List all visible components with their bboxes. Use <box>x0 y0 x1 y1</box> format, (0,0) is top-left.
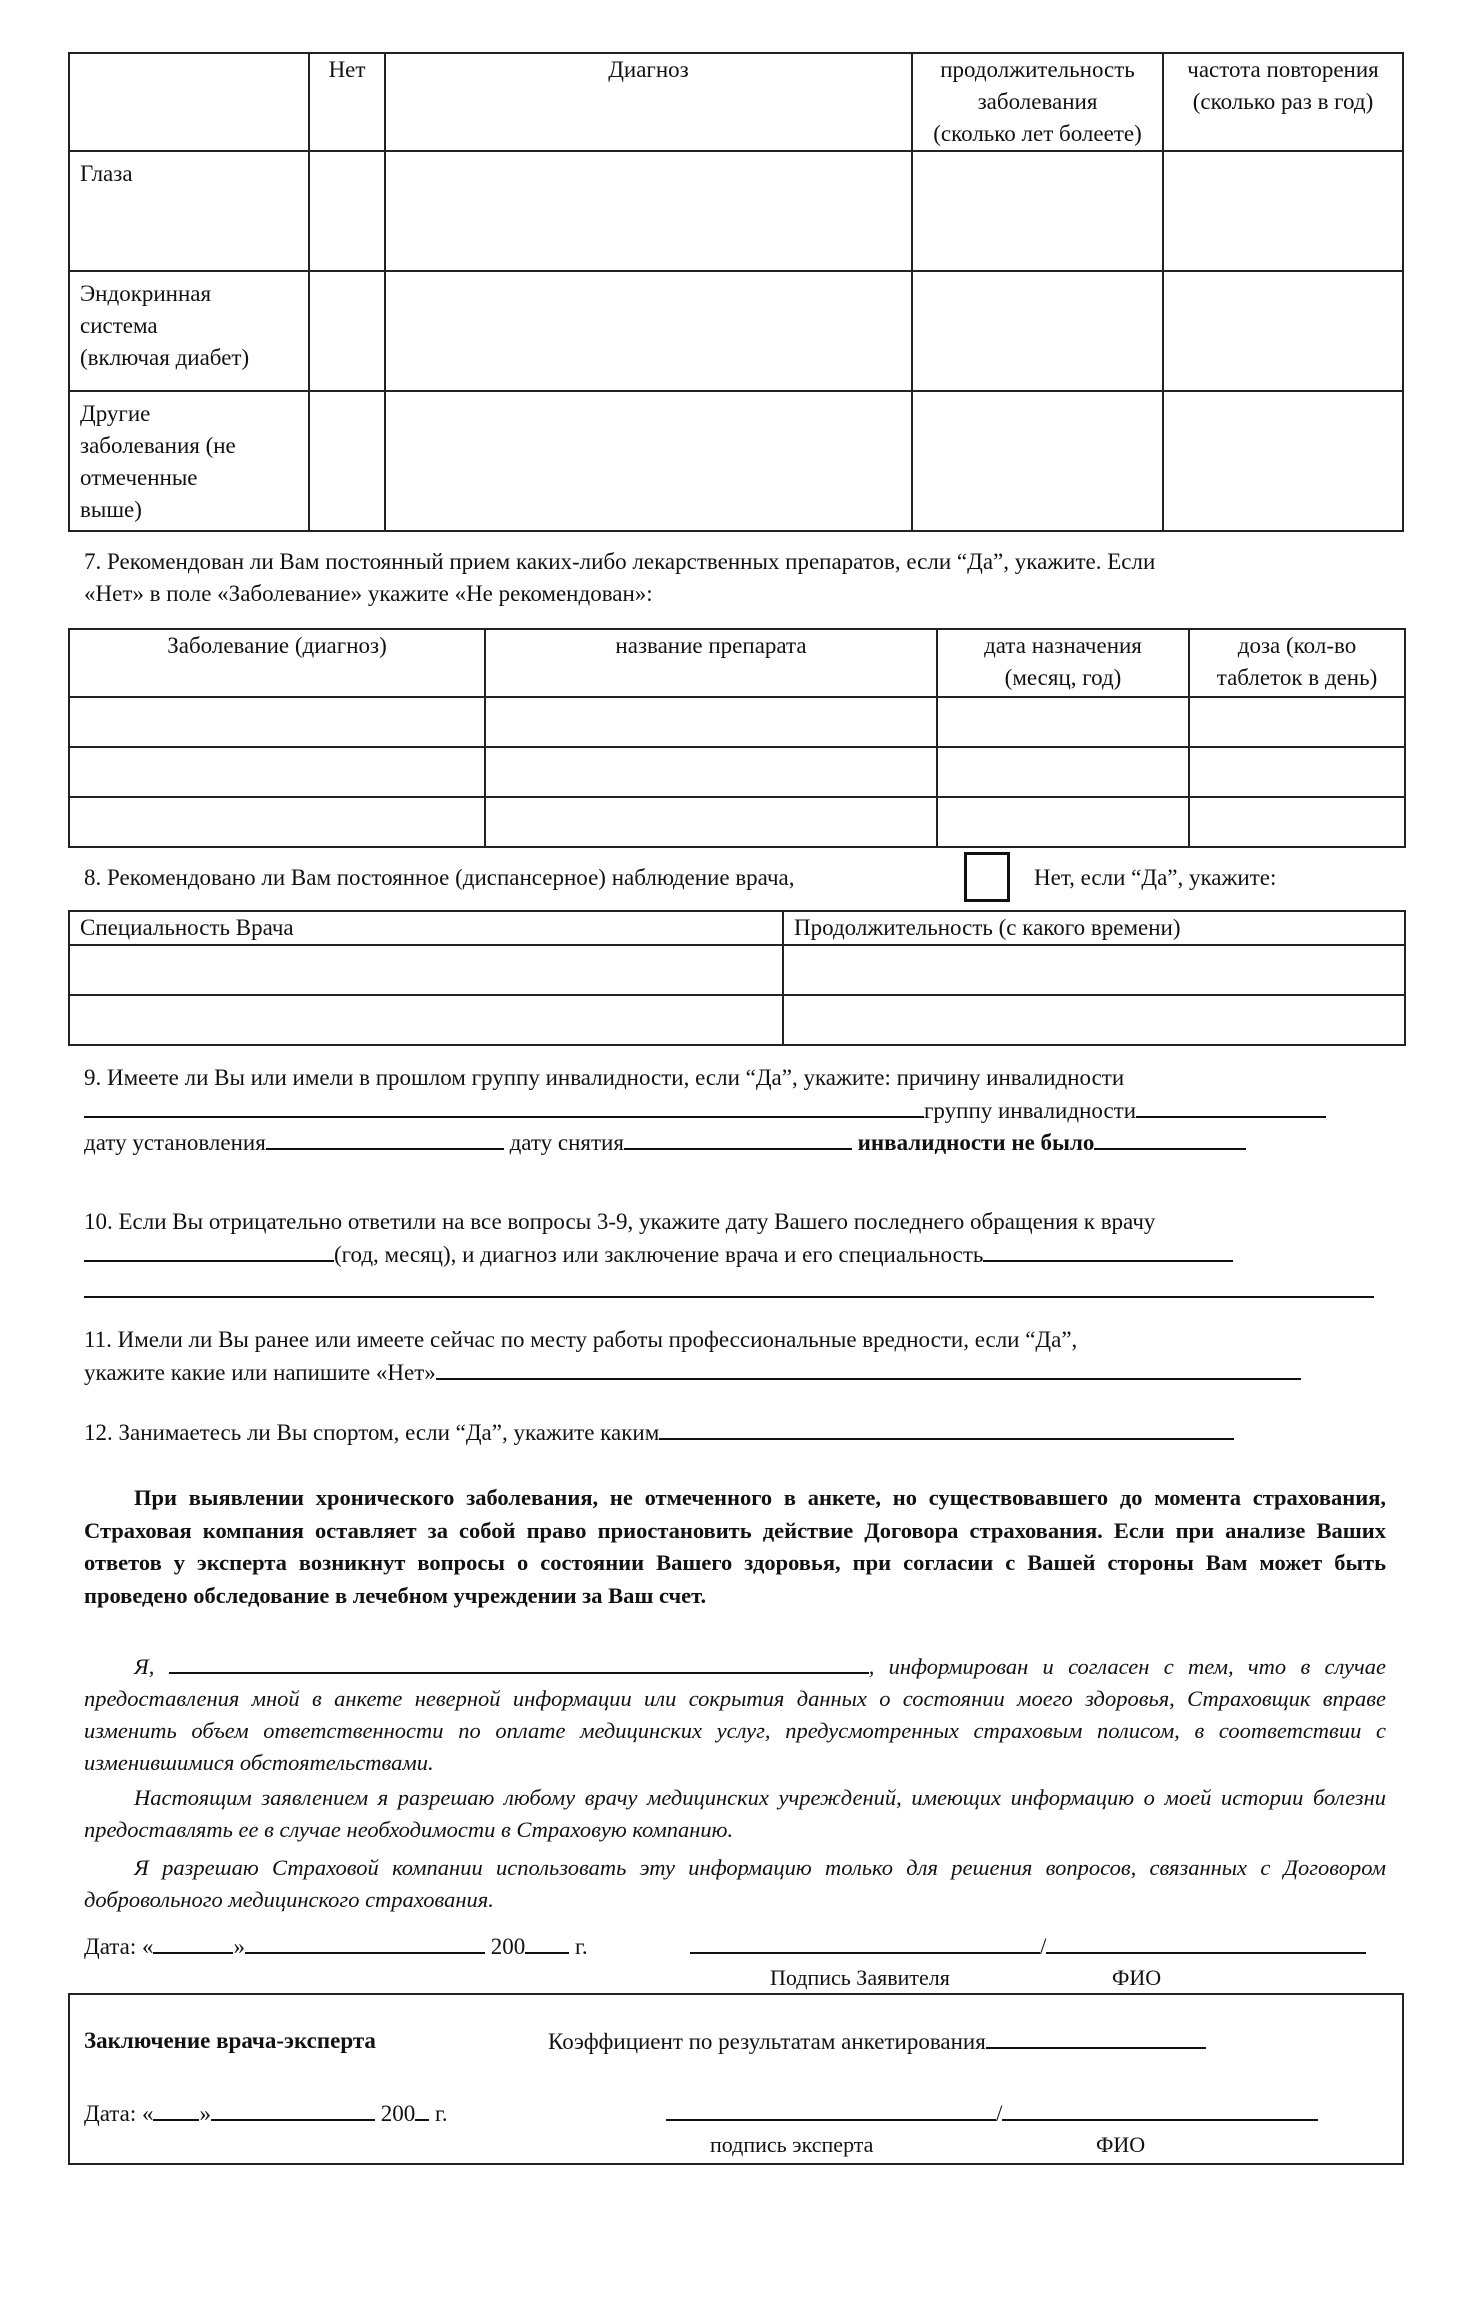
drug-name-cell[interactable] <box>485 747 937 797</box>
expert-signature-caption: подпись эксперта <box>710 2132 874 2157</box>
header-prescribed-date <box>937 629 1189 697</box>
duration-cell[interactable] <box>912 391 1163 531</box>
header-line: доза (кол-во <box>1237 633 1357 658</box>
table-row <box>69 697 1405 747</box>
q10-text-line2: (год, месяц), и диагноз или заключение врача и его специальность <box>334 1242 984 1267</box>
chronic-disease-notice: При выявлении хронического заболевания, не отмеченного в анкете, но существовавшего до момента страхования, Страховая компания оставляет за собой право приостановить действие Договора страхования. Если при анализе Ваших ответов у эксперта возникнут вопросы о состоянии Вашего здоровья, при согласии с Вашей стороны Вам может быть проведено обследование в лечебном учреждении за Ваш счет. <box>84 1485 1386 1608</box>
drug-name-cell[interactable] <box>485 797 937 847</box>
q10-line2 <box>84 1238 1384 1271</box>
duration-cell[interactable] <box>783 945 1405 995</box>
date-quote-close: » <box>199 2101 211 2126</box>
table-row <box>69 391 1403 531</box>
header-disease: Заболевание (диагноз) <box>69 629 485 697</box>
slash: / <box>996 2101 1003 2126</box>
q12-line <box>84 1416 1384 1449</box>
prescribed-date-cell[interactable] <box>937 697 1189 747</box>
header-drug-name: название препарата <box>485 629 937 697</box>
header-doctor-specialty: Специальность Врача <box>69 911 783 945</box>
row-label-line: Другие <box>80 401 151 426</box>
q10-line3 <box>84 1274 1384 1307</box>
duration-cell[interactable] <box>783 995 1405 1045</box>
expert-date-month-field[interactable] <box>211 2097 375 2121</box>
header-line: (месяц, год) <box>1004 665 1122 690</box>
consent-paragraph-2: Настоящим заявлением я разрешаю любому врачу медицинских учреждений, имеющих информацию о моей истории болезни предоставлять ее в случае необходимости в Страховую компанию. <box>84 1785 1386 1842</box>
header-duration-line: заболевания <box>977 89 1098 114</box>
expert-date-day-field[interactable] <box>153 2097 199 2121</box>
consent-p1-rest: случае предоставления мной в анкете неверной информации или сокрытия данных о состоянии моего здоровья, Страховщик вправе изменить объем ответственности по оплате медицинских услуг, предусмотренных страховым полисом, в соответствии с изменившимися обстоятельствами. <box>84 1654 1386 1775</box>
diagnosis-cell[interactable] <box>385 391 912 531</box>
disability-reason-field[interactable] <box>84 1094 924 1118</box>
frequency-cell[interactable] <box>1163 391 1403 531</box>
row-label-line: Глаза <box>80 161 133 186</box>
header-duration <box>912 53 1163 151</box>
row-label-line: выше) <box>80 497 142 522</box>
established-date-field[interactable] <box>266 1126 504 1150</box>
q10-text-line1: 10. Если Вы отрицательно ответили на все вопросы 3-9, укажите дату Вашего последнего обращения к врачу <box>84 1209 1156 1234</box>
row-label-line: система <box>80 313 158 338</box>
date-label: Дата: « <box>84 2101 154 2126</box>
header-line: таблеток в день) <box>1216 665 1378 690</box>
year-field[interactable] <box>525 1930 569 1954</box>
header-duration-line: (сколько лет болеете) <box>933 121 1142 146</box>
expert-date-line <box>84 2097 448 2130</box>
row-label-line: отмеченные <box>80 465 198 490</box>
coefficient-field[interactable] <box>986 2025 1206 2049</box>
year-prefix: 200 <box>380 2101 416 2126</box>
medications-table <box>68 628 1406 848</box>
applicant-signature-field[interactable] <box>690 1930 1040 1954</box>
no-disability-field[interactable] <box>1094 1126 1246 1150</box>
table-row <box>69 945 1405 995</box>
expert-fio-field[interactable] <box>1002 2097 1318 2121</box>
dose-cell[interactable] <box>1189 697 1405 747</box>
frequency-cell[interactable] <box>1163 271 1403 391</box>
year-suffix: г. <box>569 1934 588 1959</box>
disease-cell[interactable] <box>69 697 485 747</box>
occupational-hazards-field[interactable] <box>436 1356 1301 1380</box>
table-row <box>69 797 1405 847</box>
q11-text-line2: укажите какие или напишите «Нет» <box>84 1360 436 1385</box>
diagnosis-specialty-field-continued[interactable] <box>84 1274 1374 1298</box>
header-diagnosis: Диагноз <box>385 53 912 151</box>
diagnosis-cell[interactable] <box>385 271 912 391</box>
q7-text-line1: 7. Рекомендован ли Вам постоянный прием каких-либо лекарственных препаратов, если “Да”, укажите. Если <box>84 549 1156 574</box>
coefficient-line <box>548 2025 1206 2058</box>
medications-table-header <box>69 629 1405 697</box>
dose-cell[interactable] <box>1189 797 1405 847</box>
no-cell[interactable] <box>309 391 385 531</box>
header-duration-line: продолжительность <box>940 57 1135 82</box>
applicant-fio-field[interactable] <box>1046 1930 1366 1954</box>
doctor-observation-table <box>68 910 1406 1046</box>
header-frequency-line: частота повторения <box>1187 57 1379 82</box>
dose-cell[interactable] <box>1189 747 1405 797</box>
q11-line2 <box>84 1356 1384 1389</box>
last-visit-date-field[interactable] <box>84 1238 334 1262</box>
table-row <box>69 747 1405 797</box>
applicant-fio-caption: ФИО <box>1112 1965 1162 1990</box>
table-row <box>69 271 1403 391</box>
diagnosis-specialty-field[interactable] <box>983 1238 1233 1262</box>
q9-line2 <box>84 1094 1384 1127</box>
header-no: Нет <box>309 53 385 151</box>
removed-date-field[interactable] <box>624 1126 852 1150</box>
year-suffix: г. <box>429 2101 448 2126</box>
date-day-field[interactable] <box>153 1930 233 1954</box>
observation-table-header <box>69 911 1405 945</box>
frequency-cell[interactable] <box>1163 151 1403 271</box>
table-row <box>69 151 1403 271</box>
specialty-cell[interactable] <box>69 945 783 995</box>
row-label-endocrine <box>69 271 309 391</box>
expert-title: Заключение врача-эксперта <box>84 2028 376 2053</box>
q11-text-line1: 11. Имели ли Вы ранее или имеете сейчас по месту работы профессиональные вредности, если “Да”, <box>84 1327 1078 1352</box>
diseases-table <box>68 52 1404 532</box>
disease-cell[interactable] <box>69 747 485 797</box>
consent-i-label: Я, <box>134 1654 155 1679</box>
expert-year-field[interactable] <box>415 2097 429 2121</box>
drug-name-cell[interactable] <box>485 697 937 747</box>
row-label-other <box>69 391 309 531</box>
no-disability-label: инвалидности не было <box>857 1130 1095 1155</box>
row-label-eyes <box>69 151 309 271</box>
established-date-label: дату установления <box>84 1130 266 1155</box>
expert-conclusion-box <box>68 1993 1404 2165</box>
expert-signature-field[interactable] <box>666 2097 996 2121</box>
q8-no-checkbox[interactable] <box>964 852 1010 902</box>
disability-group-label: группу инвалидности <box>924 1098 1137 1123</box>
no-cell[interactable] <box>309 271 385 391</box>
specialty-cell[interactable] <box>69 995 783 1045</box>
date-quote-close: » <box>233 1934 245 1959</box>
header-line: дата назначения <box>984 633 1142 658</box>
q8-text-after: Нет, если “Да”, укажите: <box>1034 865 1277 890</box>
header-dose <box>1189 629 1405 697</box>
q8-text: 8. Рекомендовано ли Вам постоянное (диспансерное) наблюдение врача, <box>84 865 795 890</box>
prescribed-date-cell[interactable] <box>937 797 1189 847</box>
diagnosis-cell[interactable] <box>385 151 912 271</box>
date-month-field[interactable] <box>245 1930 485 1954</box>
removed-date-label: дату снятия <box>509 1130 624 1155</box>
applicant-signature-line <box>690 1930 1366 1963</box>
expert-signature-line <box>666 2097 1318 2130</box>
header-observation-duration: Продолжительность (с какого времени) <box>783 911 1405 945</box>
consent-p1-first-line: , информирован и согласен с тем, что в <box>868 1654 1311 1679</box>
table-row <box>69 995 1405 1045</box>
disability-group-field[interactable] <box>1136 1094 1326 1118</box>
row-label-line: заболевания (не <box>80 433 236 458</box>
coefficient-label: Коэффициент по результатам анкетирования <box>548 2029 986 2054</box>
year-prefix: 200 <box>490 1934 526 1959</box>
duration-cell[interactable] <box>912 271 1163 391</box>
q9-line3 <box>84 1126 1384 1159</box>
row-label-line: (включая диабет) <box>80 345 250 370</box>
no-cell[interactable] <box>309 151 385 271</box>
header-frequency <box>1163 53 1403 151</box>
slash: / <box>1040 1934 1047 1959</box>
expert-fio-caption: ФИО <box>1096 2132 1146 2157</box>
q9-text-line1: 9. Имеете ли Вы или имели в прошлом группу инвалидности, если “Да”, укажите: причину инвалидности <box>84 1065 1125 1090</box>
row-label-line: Эндокринная <box>80 281 212 306</box>
header-frequency-line: (сколько раз в год) <box>1192 89 1374 114</box>
q7-text-line2: «Нет» в поле «Заболевание» укажите «Не рекомендован»: <box>84 581 653 606</box>
duration-cell[interactable] <box>912 151 1163 271</box>
disease-cell[interactable] <box>69 797 485 847</box>
sport-field[interactable] <box>659 1416 1234 1440</box>
applicant-name-field[interactable] <box>169 1650 869 1674</box>
consent-paragraph-3: Я разрешаю Страховой компании использовать эту информацию только для решения вопросов, связанных с Договором добровольного медицинского страхования. <box>84 1855 1386 1912</box>
applicant-signature-caption: Подпись Заявителя <box>770 1965 950 1990</box>
diseases-table-header <box>69 53 1403 151</box>
date-label: Дата: « <box>84 1934 154 1959</box>
consent-paragraph-1 <box>84 1650 1386 1779</box>
header-empty-cell <box>69 53 309 151</box>
q12-text: 12. Занимаетесь ли Вы спортом, если “Да”, укажите каким <box>84 1420 660 1445</box>
prescribed-date-cell[interactable] <box>937 747 1189 797</box>
